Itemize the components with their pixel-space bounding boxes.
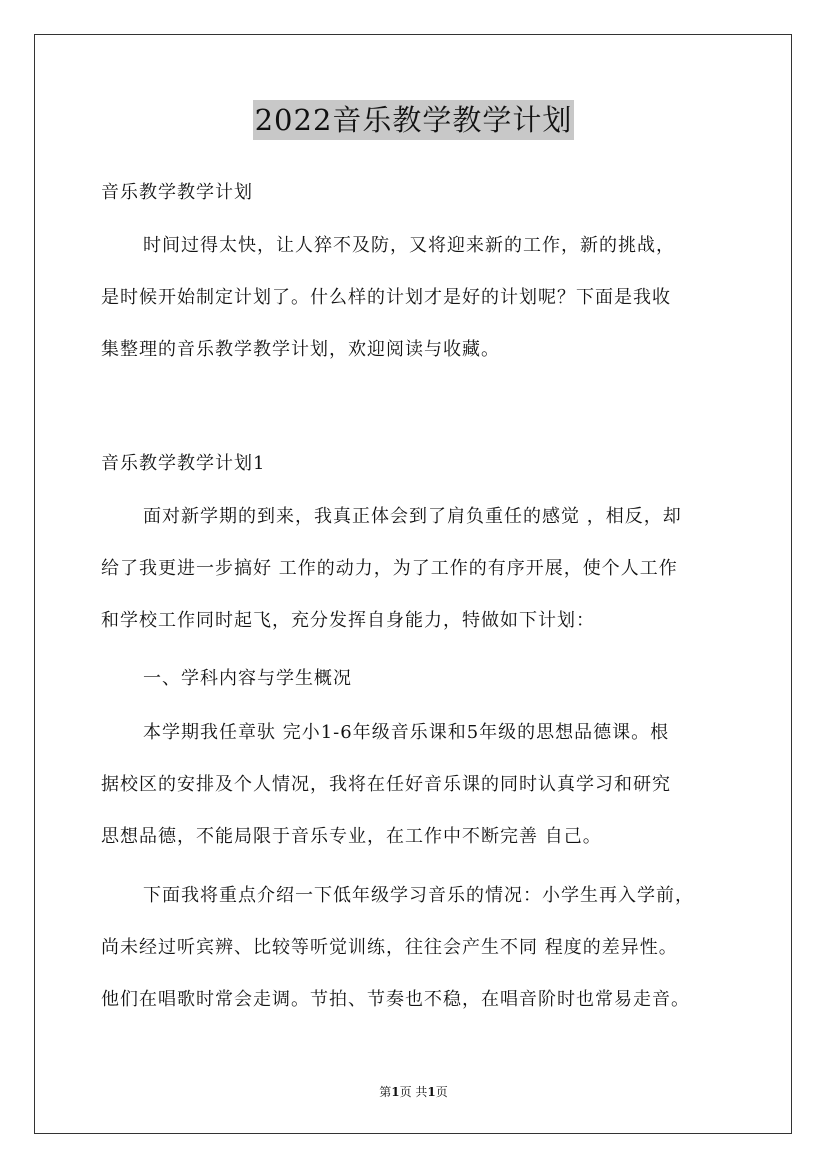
section1-paragraph-3 xyxy=(101,870,741,1026)
intro-line-1: 时间过得太快，让人猝不及防，又将迎来新的工作，新的挑战， xyxy=(143,235,675,256)
intro-line-3: 集整理的音乐教学教学计划，欢迎阅读与收藏。 xyxy=(101,339,500,360)
section1-paragraph-2 xyxy=(101,707,741,863)
intro-line-2: 是时候开始制定计划了。什么样的计划才是好的计划呢？下面是我收 xyxy=(101,287,671,308)
s1p3-line-3: 他们在唱歌时常会走调。节拍、节奏也不稳，在唱音阶时也常易走音。 xyxy=(101,989,690,1010)
section1-paragraph-1 xyxy=(101,491,741,647)
footer-middle: 页 共 xyxy=(399,1085,428,1099)
section1-heading: 音乐教学教学计划1 xyxy=(101,453,266,474)
s1p1-line-2: 给了我更进一步搞好 工作的动力，为了工作的有序开展，使个人工作 xyxy=(101,558,678,579)
subtitle: 音乐教学教学计划 xyxy=(101,182,253,203)
title-container xyxy=(0,100,827,140)
s1p1-line-1: 面对新学期的到来，我真正体会到了肩负重任的感觉 ，相反，却 xyxy=(143,506,682,527)
s1p2-line-2: 据校区的安排及个人情况，我将在任好音乐课的同时认真学习和研究 xyxy=(101,774,671,795)
s1p3-line-1: 下面我将重点介绍一下低年级学习音乐的情况：小学生再入学前， xyxy=(143,885,694,906)
page-footer xyxy=(0,1084,827,1100)
footer-prefix: 第 xyxy=(379,1085,392,1099)
intro-paragraph xyxy=(101,220,741,376)
footer-page-number: 1 xyxy=(391,1085,400,1099)
subheading-1: 一、学科内容与学生概况 xyxy=(143,668,352,689)
s1p2-line-1: 本学期我任章驮 完小1-6年级音乐课和5年级的思想品德课。根 xyxy=(143,722,670,743)
footer-total-pages: 1 xyxy=(427,1085,436,1099)
footer-suffix: 页 xyxy=(435,1085,448,1099)
s1p1-line-3: 和学校工作同时起飞，充分发挥自身能力，特做如下计划： xyxy=(101,610,595,631)
document-title: 2022音乐教学教学计划 xyxy=(253,100,575,140)
s1p3-line-2: 尚未经过听宾辨、比较等听觉训练，往往会产生不同 程度的差异性。 xyxy=(101,937,678,958)
s1p2-line-3: 思想品德，不能局限于音乐专业，在工作中不断完善 自己。 xyxy=(101,826,602,847)
